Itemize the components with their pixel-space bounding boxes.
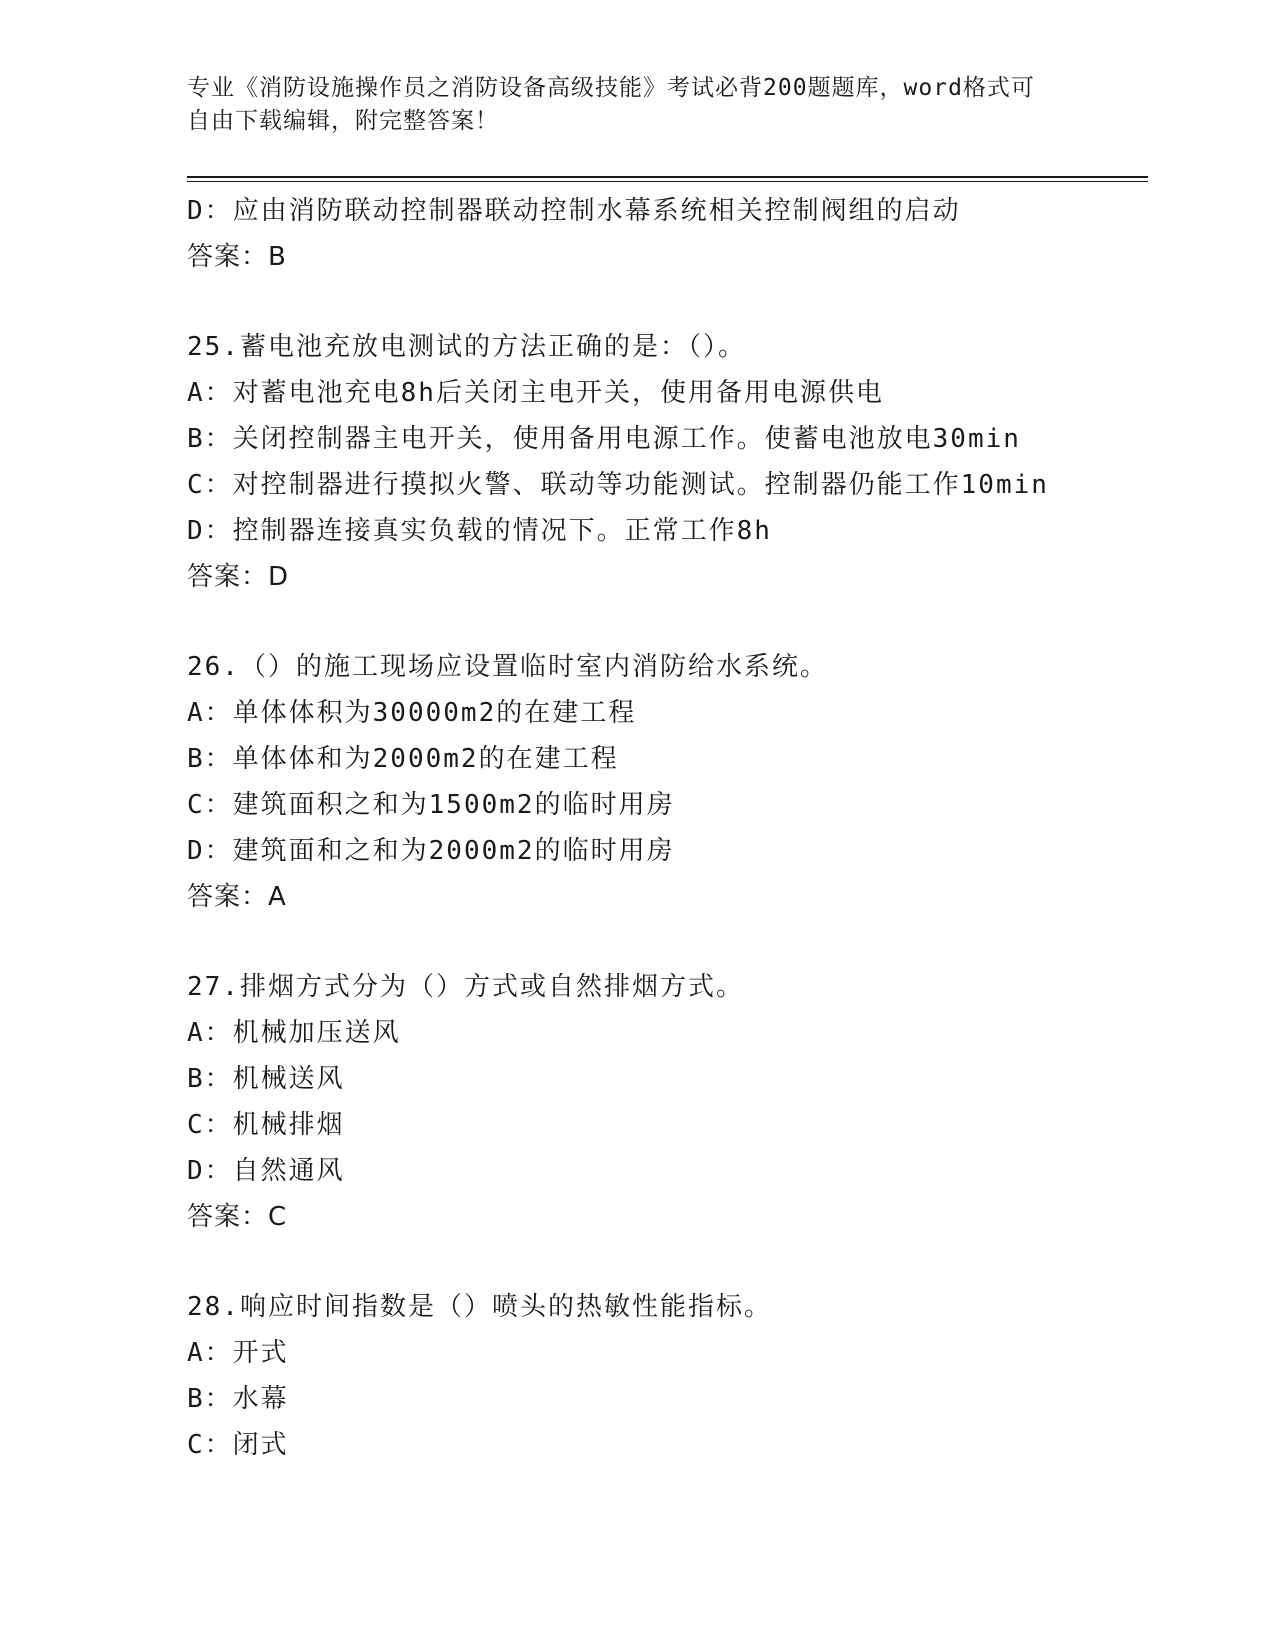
question-list [187, 188, 1147, 1468]
option-c: C：闭式 [187, 1430, 289, 1460]
question-27 [187, 964, 1147, 1240]
option-c: C：机械排烟 [187, 1110, 345, 1140]
spacer [187, 1240, 1147, 1284]
header-divider-thick [187, 176, 1148, 178]
option-b: B：机械送风 [187, 1064, 345, 1094]
option-d: D：控制器连接真实负载的情况下。正常工作8h [187, 516, 772, 546]
question-stem: 27.排烟方式分为（）方式或自然排烟方式。 [187, 972, 744, 1002]
header-line-1: 专业《消防设施操作员之消防设备高级技能》考试必背200题题库，word格式可 [187, 75, 1035, 101]
answer-line: 答案：A [187, 882, 287, 912]
option-a: A：开式 [187, 1338, 289, 1368]
question-25 [187, 324, 1147, 600]
question-stem: 28.响应时间指数是（）喷头的热敏性能指标。 [187, 1292, 772, 1322]
carryover-option-d: D：应由消防联动控制器联动控制水幕系统相关控制阀组的启动 [187, 196, 961, 226]
question-stem: 26.（）的施工现场应设置临时室内消防给水系统。 [187, 652, 828, 682]
header-divider-thin [187, 181, 1148, 182]
spacer [187, 280, 1147, 324]
option-b: B：关闭控制器主电开关，使用备用电源工作。使蓄电池放电30min [187, 424, 1021, 454]
spacer [187, 920, 1147, 964]
option-b: B：水幕 [187, 1384, 289, 1414]
option-d: D：建筑面和之和为2000m2的临时用房 [187, 836, 675, 866]
question-stem: 25.蓄电池充放电测试的方法正确的是：（）。 [187, 332, 746, 362]
question-28 [187, 1284, 1147, 1468]
document-header [187, 72, 1067, 138]
header-line-2: 自由下载编辑，附完整答案！ [187, 108, 499, 134]
option-a: A：机械加压送风 [187, 1018, 401, 1048]
option-a: A：单体体积为30000m2的在建工程 [187, 698, 637, 728]
option-d: D：自然通风 [187, 1156, 345, 1186]
spacer [187, 600, 1147, 644]
answer-line: 答案：D [187, 562, 290, 592]
option-c: C：建筑面积之和为1500m2的临时用房 [187, 790, 675, 820]
carryover-answer: 答案：B [187, 242, 287, 272]
option-a: A：对蓄电池充电8h后关闭主电开关，使用备用电源供电 [187, 378, 884, 408]
answer-line: 答案：C [187, 1202, 288, 1232]
question-26 [187, 644, 1147, 920]
option-b: B：单体体和为2000m2的在建工程 [187, 744, 619, 774]
option-c: C：对控制器进行摸拟火警、联动等功能测试。控制器仍能工作10min [187, 470, 1049, 500]
